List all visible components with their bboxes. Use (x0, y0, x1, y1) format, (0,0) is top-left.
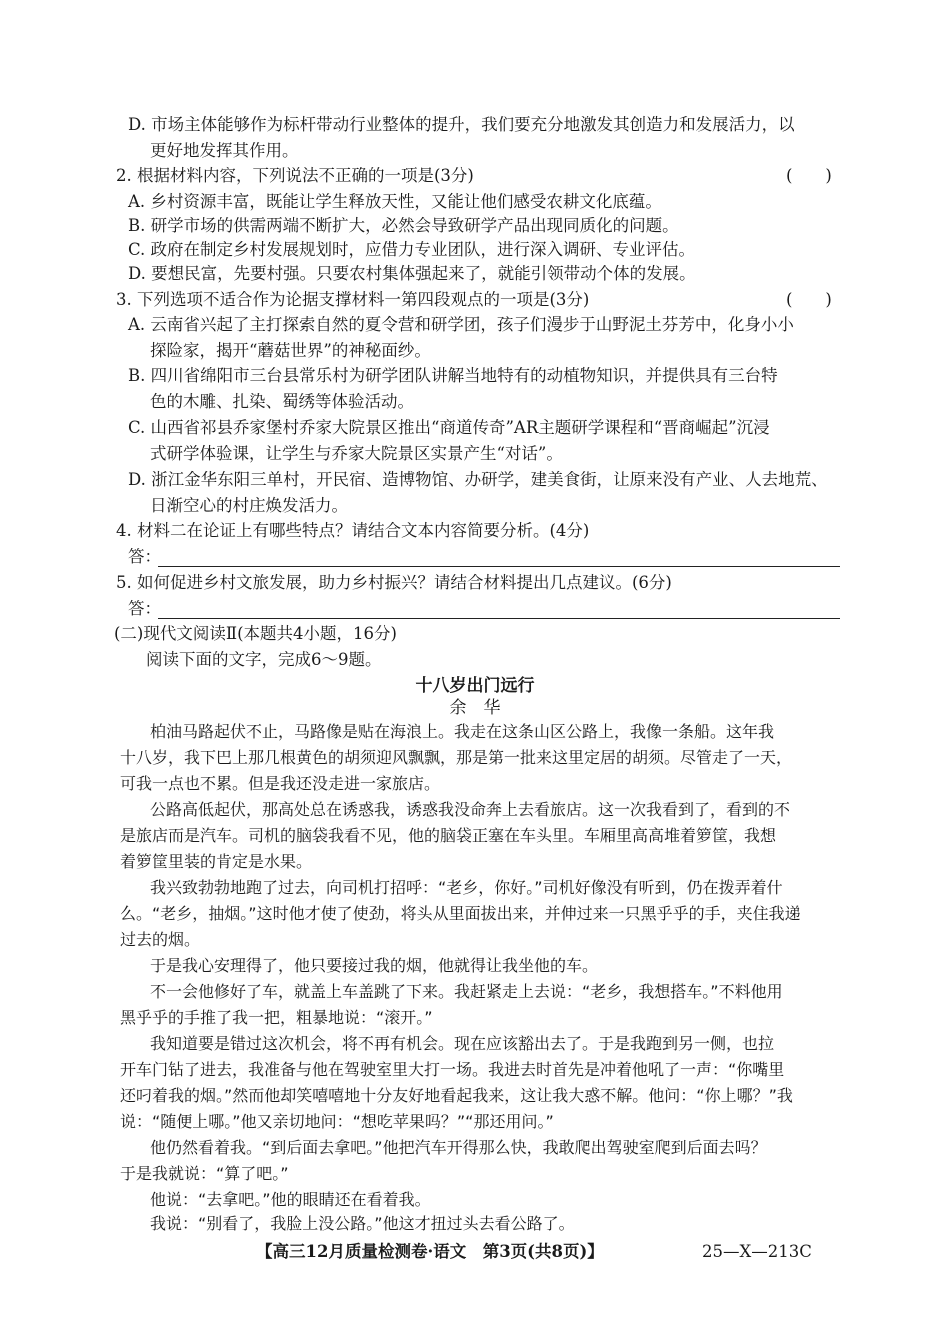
story-p1-line1: 柏油马路起伏不止，马路像是贴在海浪上。我走在这条山区公路上，我像一条船。这年我 (150, 722, 775, 741)
story-p6-line3: 还叼着我的烟。”然而他却笑嘻嘻地十分友好地看起我来，这让我大惑不解。他问：“你上哪？”我 (120, 1086, 793, 1105)
story-p3-line2: 么。“老乡，抽烟。”这时他才使了使劲，将头从里面拔出来，并伸过来一只黑乎乎的手，夹住我递 (120, 904, 801, 923)
story-author: 余 华 (449, 698, 501, 718)
q2-answer-paren: ( ) (786, 166, 832, 185)
story-p2-line2: 是旅店而是汽车。司机的脑袋我看不见，他的脑袋正塞在车头里。车厢里高高堆着箩筐，我想 (120, 826, 777, 845)
footer-title: 【高三12月质量检测卷·语文 第3页(共8页)】 (256, 1242, 604, 1261)
section-instruction: 阅读下面的文字，完成6～9题。 (146, 650, 382, 669)
q5-stem: 5. 如何促进乡村文旅发展，助力乡村振兴？请结合材料提出几点建议。(6分) (116, 573, 672, 592)
story-p7-line2: 于是我就说：“算了吧。” (120, 1164, 289, 1183)
q4-stem: 4. 材料二在论证上有哪些特点？请结合文本内容简要分析。(4分) (116, 521, 590, 540)
story-title: 十八岁出门远行 (415, 676, 535, 696)
q2-option-b: B. 研学市场的供需两端不断扩大，必然会导致研学产品出现同质化的问题。 (128, 216, 679, 235)
q3-option-d-line1: D. 浙江金华东阳三单村，开民宿、造博物馆、办研学，建美食街，让原来没有产业、人去地荒、 (128, 470, 828, 489)
story-p6-line1: 我知道要是错过这次机会，将不再有机会。现在应该豁出去了。于是我跑到另一侧，也拉 (150, 1034, 775, 1053)
q4-answer-label: 答： (128, 547, 161, 566)
story-p5-line1: 不一会他修好了车，就盖上车盖跳了下来。我赶紧走上去说：“老乡，我想搭车。”不料他用 (150, 982, 783, 1001)
story-p9-line1: 我说：“别看了，我脸上没公路。”他这才扭过头去看公路了。 (150, 1214, 575, 1233)
q3-stem: 3. 下列选项不适合作为论据支撑材料一第四段观点的一项是(3分) (116, 290, 590, 309)
q1-option-d-line2: 更好地发挥其作用。 (150, 141, 299, 160)
q4-answer-line[interactable] (158, 566, 840, 567)
q1-option-d-line1: D. 市场主体能够作为标杆带动行业整体的提升，我们要充分地激发其创造力和发展活力，以 (128, 115, 795, 134)
story-p6-line4: 说：“随便上哪。”他又亲切地问：“想吃苹果吗？”“那还用问。” (120, 1112, 554, 1131)
q2-option-d: D. 要想民富，先要村强。只要农村集体强起来了，就能引领带动个体的发展。 (128, 264, 696, 283)
q3-option-c-line1: C. 山西省祁县乔家堡村乔家大院景区推出“商道传奇”AR主题研学课程和“晋商崛起”沉浸 (128, 418, 770, 437)
story-p2-line3: 着箩筐里装的肯定是水果。 (120, 852, 313, 871)
story-p4-line1: 于是我心安理得了，他只要接过我的烟，他就得让我坐他的车。 (150, 956, 599, 975)
q5-answer-label: 答： (128, 599, 161, 618)
q3-option-a-line2: 探险家，揭开“蘑菇世界”的神秘面纱。 (150, 341, 431, 360)
q3-option-c-line2: 式研学体验课，让学生与乔家大院景区实景产生“对话”。 (150, 444, 563, 463)
q3-answer-paren: ( ) (786, 290, 832, 309)
section-header: (二)现代文阅读Ⅱ(本题共4小题，16分) (114, 624, 397, 643)
story-p1-line2: 十八岁，我下巴上那几根黄色的胡须迎风飘飘，那是第一批来这里定居的胡须。尽管走了一天， (120, 748, 793, 767)
story-p2-line1: 公路高低起伏，那高处总在诱惑我，诱惑我没命奔上去看旅店。这一次我看到了，看到的不 (150, 800, 791, 819)
q3-option-b-line2: 色的木雕、扎染、蜀绣等体验活动。 (150, 392, 414, 411)
story-p5-line2: 黑乎乎的手推了我一把，粗暴地说：“滚开。” (120, 1008, 433, 1027)
footer-code: 25—X—213C (702, 1242, 812, 1261)
story-p6-line2: 开车门钻了进去，我准备与他在驾驶室里大打一场。我进去时首先是冲着他吼了一声：“你嘴里 (120, 1060, 785, 1079)
q3-option-b-line1: B. 四川省绵阳市三台县常乐村为研学团队讲解当地特有的动植物知识，并提供具有三台特 (128, 366, 778, 385)
story-p3-line1: 我兴致勃勃地跑了过去，向司机打招呼：“老乡，你好。”司机好像没有听到，仍在拨弄着什 (150, 878, 783, 897)
story-p3-line3: 过去的烟。 (120, 930, 201, 949)
story-p1-line3: 可我一点也不累。但是我还没走进一家旅店。 (120, 774, 441, 793)
story-p7-line1: 他仍然看着我。“到后面去拿吧。”他把汽车开得那么快，我敢爬出驾驶室爬到后面去吗？ (150, 1138, 767, 1157)
q3-option-d-line2: 日渐空心的村庄焕发活力。 (150, 496, 348, 515)
q2-option-c: C. 政府在制定乡村发展规划时，应借力专业团队，进行深入调研、专业评估。 (128, 240, 696, 259)
q3-option-a-line1: A. 云南省兴起了主打探索自然的夏令营和研学团，孩子们漫步于山野泥土芬芳中，化身小小 (128, 315, 794, 334)
q2-stem: 2. 根据材料内容，下列说法不正确的一项是(3分) (116, 166, 474, 185)
q5-answer-line[interactable] (158, 618, 840, 619)
q2-option-a: A. 乡村资源丰富，既能让学生释放天性，又能让他们感受农耕文化底蕴。 (128, 192, 662, 211)
story-p8-line1: 他说：“去拿吧。”他的眼睛还在看着我。 (150, 1190, 431, 1209)
